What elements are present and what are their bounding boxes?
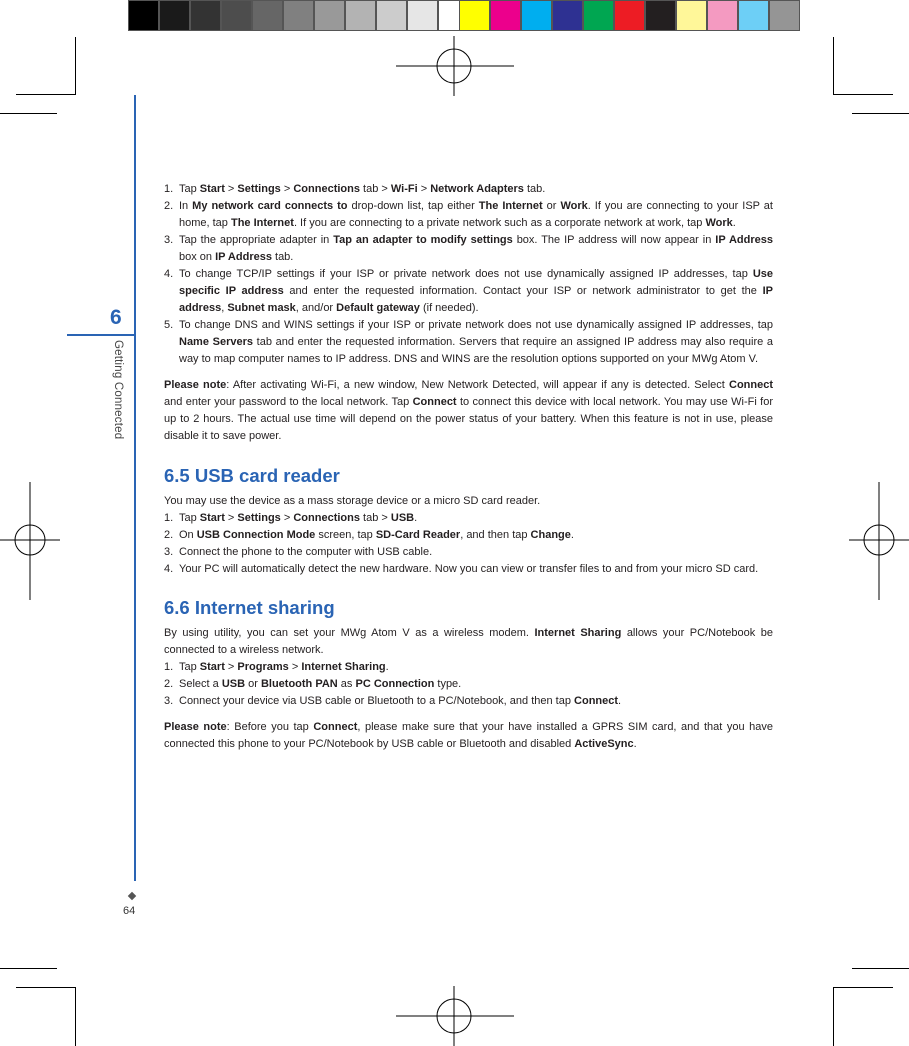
ui-term: Start (199, 661, 225, 673)
ui-term: PC Connection (355, 678, 435, 690)
list-item (164, 198, 773, 232)
list-item (164, 659, 773, 676)
diamond-icon (128, 892, 136, 900)
text-run: > (280, 512, 294, 524)
color-swatch (614, 0, 645, 31)
registration-mark-bottom (396, 986, 514, 1046)
text-run: Tap (179, 512, 200, 524)
color-swatch (521, 0, 552, 31)
text-run: . (570, 529, 574, 541)
text-run: (if needed). (419, 302, 479, 314)
ui-term: Please note (164, 379, 227, 391)
text-run: tab. (271, 251, 294, 263)
text-run: > (417, 183, 431, 195)
text-run: . If you are connecting to a private network such as a corporate network at work, tap (293, 217, 706, 229)
text-run: tab. (523, 183, 546, 195)
ui-term: Name Servers (179, 336, 253, 348)
text-run: . (618, 695, 622, 707)
chapter-title (108, 340, 128, 450)
text-run: . (633, 738, 637, 750)
ui-term: Default gateway (336, 302, 420, 314)
list-item (164, 510, 773, 527)
text-run: Select a (179, 678, 222, 690)
registration-mark-left (0, 482, 60, 600)
text-run: : After activating Wi-Fi, a new window, New Network Detected, will appear if any is detected. Select (226, 379, 729, 391)
text-run: > (288, 661, 302, 673)
step-number: 2. (164, 200, 174, 212)
ui-term: Work (560, 200, 588, 212)
ui-term: SD-Card Reader (375, 529, 461, 541)
ui-term: Start (199, 512, 225, 524)
list-item (164, 317, 773, 368)
step-number: 3. (164, 546, 174, 558)
ui-term: Please note (164, 721, 227, 733)
step-number: 1. (164, 661, 174, 673)
ui-term: Connect (729, 379, 773, 391)
text-run: Connect the phone to the computer with USB cable. (179, 546, 433, 558)
color-swatch (645, 0, 676, 31)
ui-term: Connect (574, 695, 619, 707)
ui-term: Programs (237, 661, 289, 673)
text-run: > (224, 661, 238, 673)
color-swatch (159, 0, 190, 31)
ui-term: The Internet (230, 217, 294, 229)
ui-term: Subnet mask (227, 302, 296, 314)
wifi-note (164, 377, 773, 445)
text-run: , please make sure that your have installed a GPRS SIM card, and that you have connected this phone to your PC/Notebook by USB cable or Bluetooth and disabled (164, 721, 773, 750)
color-swatch (128, 0, 159, 31)
step-number: 2. (164, 678, 174, 690)
step-number: 5. (164, 319, 174, 331)
text-run: to connect this device with local network. You may use Wi-Fi for up to 2 hours. The actual use time will depend on the power status of your battery. When this feature is not in use, please disable it to save power. (164, 396, 773, 442)
sidebar-rule (134, 95, 136, 881)
list-item (164, 527, 773, 544)
text-run: , and/or (295, 302, 337, 314)
list-item (164, 561, 773, 578)
ui-term: The Internet (478, 200, 543, 212)
ui-term: Settings (237, 512, 281, 524)
text-run: Tap (179, 183, 200, 195)
step-number: 1. (164, 512, 174, 524)
color-swatch (459, 0, 490, 31)
text-run: box on (179, 251, 216, 263)
ui-term: IP address (179, 285, 773, 314)
text-run: . If you are connecting to your ISP at home, tap (179, 200, 773, 229)
step-number: 3. (164, 234, 174, 246)
color-swatch (552, 0, 583, 31)
color-swatch (345, 0, 376, 31)
ui-term: Network Adapters (430, 183, 524, 195)
ui-term: ActiveSync (574, 738, 634, 750)
ui-term: Connect (412, 396, 457, 408)
color-swatch (314, 0, 345, 31)
color-swatch (738, 0, 769, 31)
chapter-title-text: Getting Connected (112, 340, 124, 440)
text-run: Tap (179, 661, 200, 673)
registration-mark-right (849, 482, 909, 600)
text-run: > (224, 512, 238, 524)
text-run: as (337, 678, 356, 690)
step-number: 1. (164, 183, 174, 195)
sharing-steps (164, 659, 773, 710)
text-run: screen, tap (315, 529, 376, 541)
color-swatch (769, 0, 800, 31)
ui-term: Tap an adapter to modify settings (333, 234, 513, 246)
ui-term: USB (390, 512, 415, 524)
text-run: . (414, 512, 418, 524)
step-number: 3. (164, 695, 174, 707)
color-swatch (407, 0, 438, 31)
color-swatch (676, 0, 707, 31)
ui-term: Connections (293, 183, 360, 195)
chapter-tab-rule (67, 334, 136, 336)
text-run: > (224, 183, 238, 195)
registration-mark-top (396, 36, 514, 96)
sharing-note (164, 719, 773, 753)
main-content (164, 181, 773, 753)
grayscale-color-bar (128, 0, 469, 31)
list-item (164, 181, 773, 198)
text-run: or (542, 200, 561, 212)
chapter-number: 6 (110, 306, 122, 329)
color-swatch (376, 0, 407, 31)
list-item (164, 693, 773, 710)
text-run: and enter the requested information. Contact your ISP or network administrator to get the (283, 285, 763, 297)
step-number: 4. (164, 268, 174, 280)
ui-term: Internet Sharing (301, 661, 386, 673)
ui-term: Work (705, 217, 733, 229)
section-heading-usb: 6.5 USB card reader (164, 465, 340, 486)
sharing-intro (164, 625, 773, 659)
page-number: 64 (123, 905, 136, 917)
color-swatch (190, 0, 221, 31)
text-run: drop-down list, tap either (347, 200, 479, 212)
color-swatch (221, 0, 252, 31)
ui-term: USB (221, 678, 246, 690)
ui-term: Use specific IP address (179, 268, 773, 297)
ui-term: Change (530, 529, 571, 541)
color-swatch (490, 0, 521, 31)
ui-term: My network card connects to (192, 200, 348, 212)
text-run: To change DNS and WINS settings if your ISP or private network does not use dynamically assigned IP addresses, tap (179, 319, 773, 331)
ui-term: Bluetooth PAN (260, 678, 338, 690)
ui-term: IP Address (215, 251, 272, 263)
wifi-steps (164, 181, 773, 368)
text-run: On (179, 529, 197, 541)
list-item (164, 676, 773, 693)
text-run: tab > (359, 183, 391, 195)
ui-term: Connections (293, 512, 360, 524)
text-run: or (245, 678, 261, 690)
text-run: To change TCP/IP settings if your ISP or private network does not use dynamically assigned IP addresses, tap (179, 268, 753, 280)
text-run: , and then tap (460, 529, 531, 541)
color-swatch (252, 0, 283, 31)
step-number: 2. (164, 529, 174, 541)
color-swatch (707, 0, 738, 31)
list-item (164, 266, 773, 317)
text-run: . (732, 217, 736, 229)
ui-term: Start (199, 183, 225, 195)
text-run: By using utility, you can set your MWg Atom V as a wireless modem. (164, 627, 535, 639)
ui-term: Wi-Fi (390, 183, 418, 195)
text-run: tab > (359, 512, 391, 524)
text-run: tab and enter the requested information. Servers that require an assigned IP address may also require a way to map computer names to IP address. DNS and WINS are the resolution options supported on your MWg Atom V. (179, 336, 774, 365)
text-run: allows your PC/Notebook be connected to a wireless network. (164, 627, 773, 656)
text-run: box. The IP address will now appear in (512, 234, 716, 246)
text-run: : Before you tap (226, 721, 314, 733)
text-run: Tap the appropriate adapter in (179, 234, 334, 246)
text-run: Your PC will automatically detect the new hardware. Now you can view or transfer files to and from your micro SD card. (179, 563, 759, 575)
color-swatch (283, 0, 314, 31)
text-run: . (385, 661, 389, 673)
text-run: Connect your device via USB cable or Bluetooth to a PC/Notebook, and then tap (179, 695, 575, 707)
ui-term: USB Connection Mode (196, 529, 316, 541)
text-run: In (179, 200, 193, 212)
list-item (164, 544, 773, 561)
text-run: > (280, 183, 294, 195)
ui-term: Internet Sharing (534, 627, 622, 639)
step-number: 4. (164, 563, 174, 575)
text-run: , (221, 302, 228, 314)
ui-term: IP Address (715, 234, 773, 246)
section-heading-sharing: 6.6 Internet sharing (164, 597, 335, 618)
text-run: type. (434, 678, 462, 690)
usb-steps (164, 510, 773, 578)
usb-intro: You may use the device as a mass storage device or a micro SD card reader. (164, 495, 541, 507)
list-item (164, 232, 773, 266)
process-color-bar (459, 0, 800, 31)
text-run: and enter your password to the local network. Tap (164, 396, 413, 408)
ui-term: Connect (313, 721, 358, 733)
ui-term: Settings (237, 183, 281, 195)
color-swatch (583, 0, 614, 31)
